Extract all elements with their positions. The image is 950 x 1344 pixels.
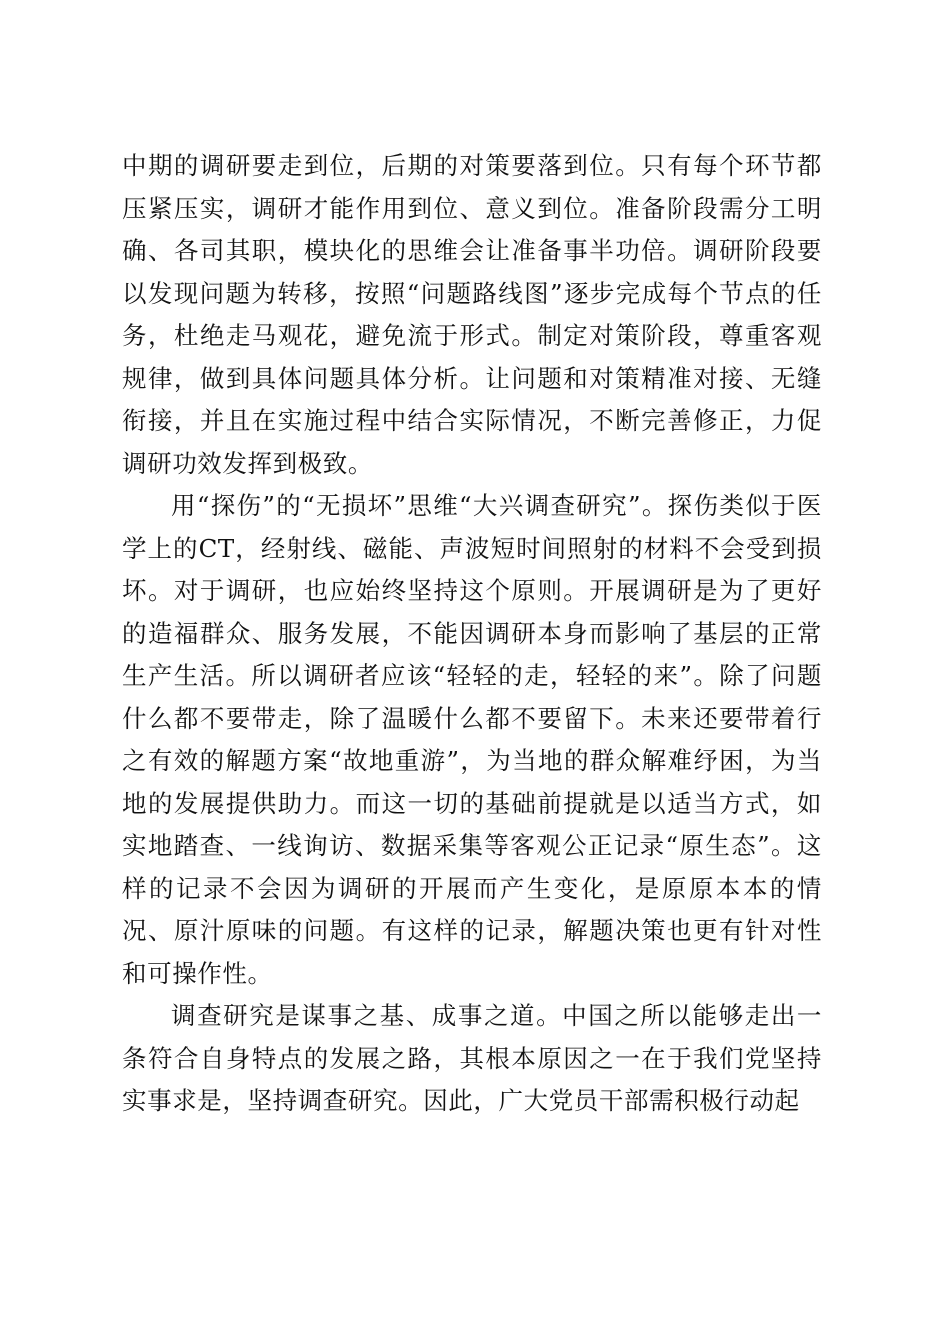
paragraph-1: 中期的调研要走到位，后期的对策要落到位。只有每个环节都压紧压实，调研才能作用到位、意义到位。准备阶段需分工明确、各司其职，模块化的思维会让准备事半功倍。调研阶段要以发现问题为转移，按照“问题路线图”逐步完成每个节点的任务，杜绝走马观花，避免流于形式。制定对策阶段，尊重客观规律，做到具体问题具体分析。让问题和对策精准对接、无缝衔接，并且在实施过程中结合实际情况，不断完善修正，力促调研功效发挥到极致。 <box>122 151 822 478</box>
paragraph-3: 调查研究是谋事之基、成事之道。中国之所以能够走出一条符合自身特点的发展之路，其根本原因之一在于我们党坚持实事求是，坚持调查研究。因此，广大党员干部需积极行动起 <box>122 1001 822 1115</box>
document-page <box>122 145 822 1123</box>
paragraph-2: 用“探伤”的“无损坏”思维“大兴调查研究”。探伤类似于医学上的CT，经射线、磁能、声波短时间照射的材料不会受到损坏。对于调研，也应始终坚持这个原则。开展调研是为了更好的造福群众、服务发展，不能因调研本身而影响了基层的正常生产生活。所以调研者应该“轻轻的走，轻轻的来”。除了问题什么都不要带走，除了温暖什么都不要留下。未来还要带着行之有效的解题方案“故地重游”，为当地的群众解难纾困，为当地的发展提供助力。而这一切的基础前提就是以适当方式，如实地踏查、一线询访、数据采集等客观公正记录“原生态”。这样的记录不会因为调研的开展而产生变化，是原原本本的情况、原汁原味的问题。有这样的记录，解题决策也更有针对性和可操作性。 <box>122 491 822 988</box>
